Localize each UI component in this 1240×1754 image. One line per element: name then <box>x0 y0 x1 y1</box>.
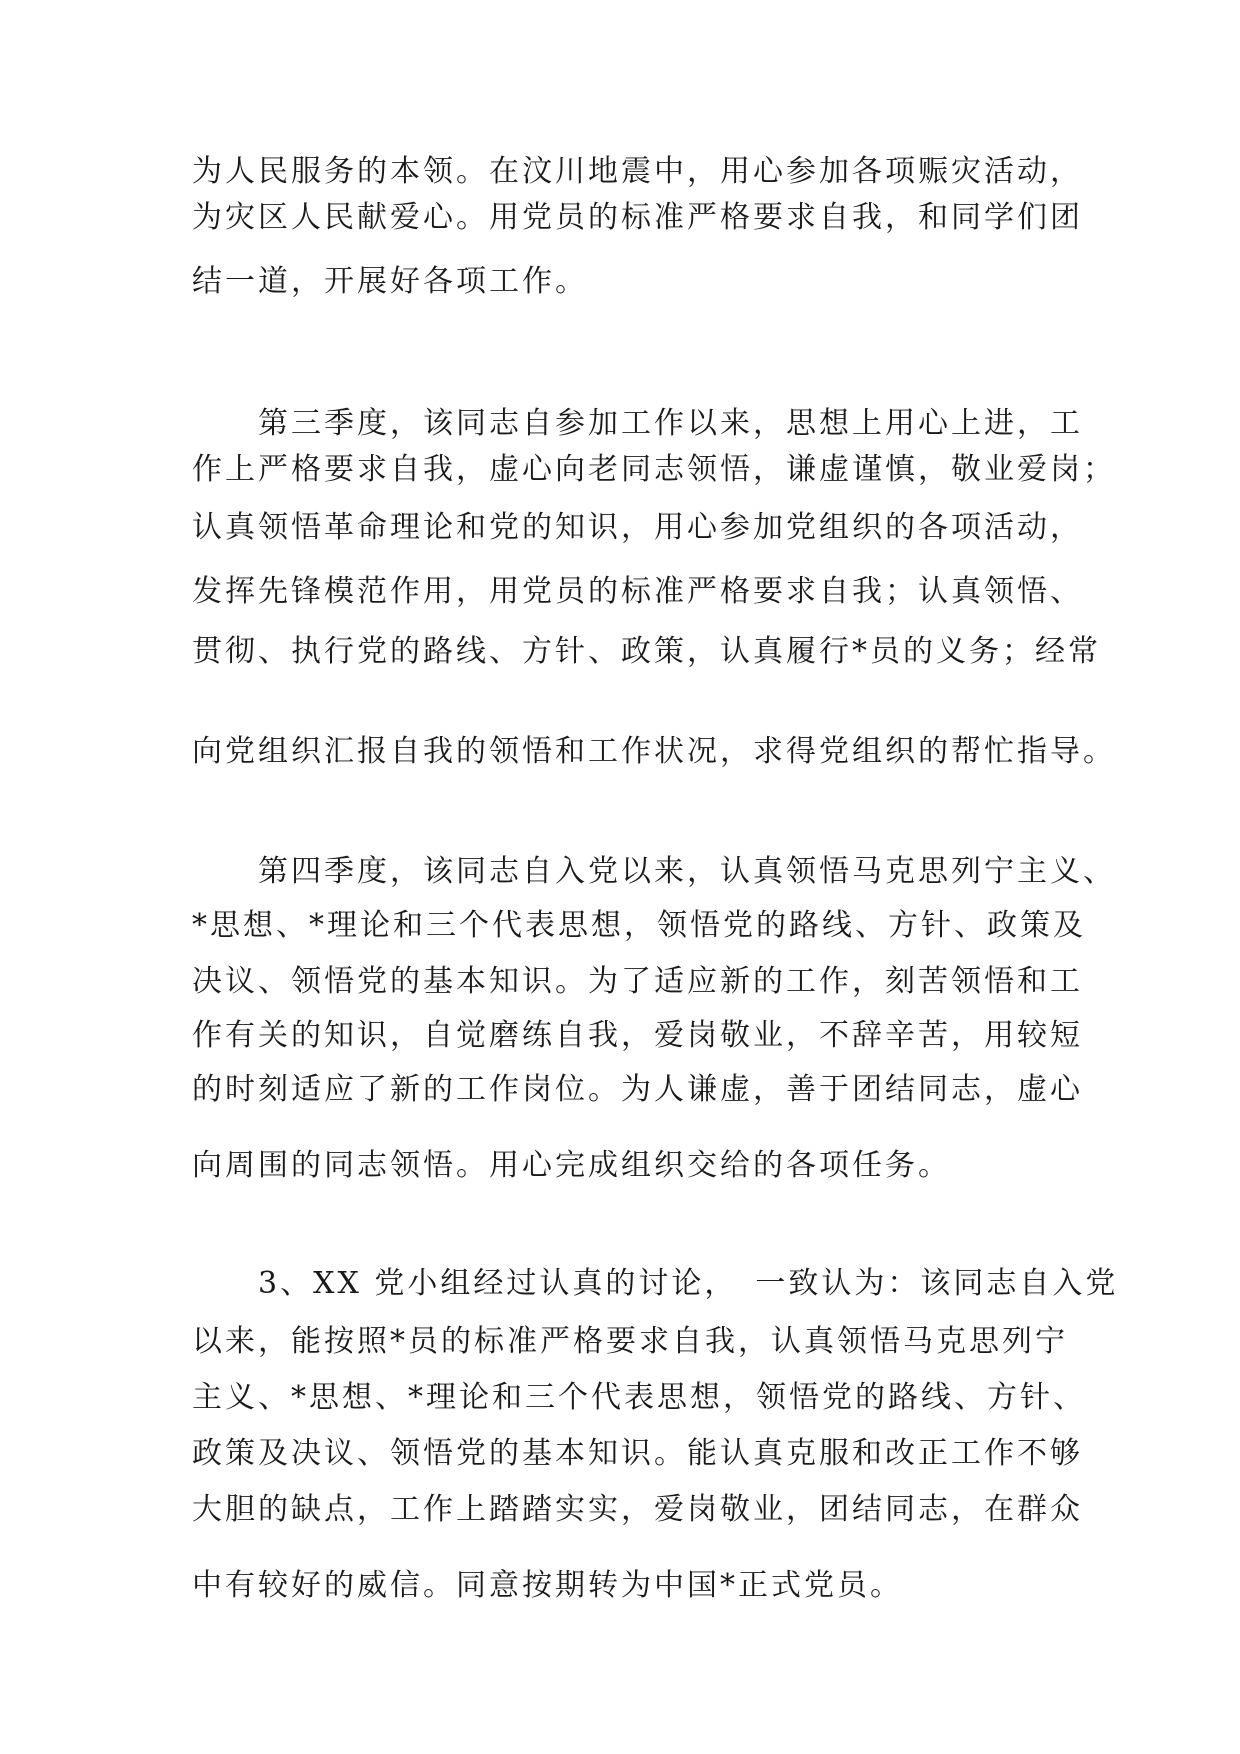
text-line: 第三季度，该同志自参加工作以来，思想上用心上进，工 <box>192 406 1083 441</box>
text-line: 主义、*思想、*理论和三个代表思想，领悟党的路线、方针、 <box>192 1380 1086 1415</box>
text-line: 认真领悟革命理论和党的知识，用心参加党组织的各项活动， <box>192 510 1083 545</box>
text-line: 结一道，开展好各项工作。 <box>192 264 588 299</box>
text-line: 作上严格要求自我，虚心向老同志领悟，谦虚谨慎，敬业爱岗； <box>192 452 1116 487</box>
text-line: 发挥先锋模范作用，用党员的标准严格要求自我；认真领悟、 <box>192 574 1083 609</box>
text-line: 贯彻、执行党的路线、方针、政策，认真履行*员的义务；经常 <box>192 634 1101 669</box>
text-line: 大胆的缺点，工作上踏踏实实，爱岗敬业，团结同志，在群众 <box>192 1492 1083 1527</box>
text-line: 向周围的同志领悟。用心完成组织交给的各项任务。 <box>192 1148 951 1183</box>
text-line: *思想、*理论和三个代表思想，领悟党的路线、方针、政策及 <box>192 908 1086 943</box>
text-line: 作有关的知识，自觉磨练自我，爱岗敬业，不辞辛苦，用较短 <box>192 1018 1083 1053</box>
text-line: 为人民服务的本领。在汶川地震中，用心参加各项赈灾活动， <box>192 154 1083 189</box>
text-line: 决议、领悟党的基本知识。为了适应新的工作，刻苦领悟和工 <box>192 964 1083 999</box>
text-line: 3、XX 党小组经过认真的讨论， 一致认为：该同志自入党 <box>192 1266 1119 1301</box>
text-line: 政策及决议、领悟党的基本知识。能认真克服和改正工作不够 <box>192 1436 1083 1471</box>
text-line: 中有较好的威信。同意按期转为中国*正式党员。 <box>192 1568 903 1603</box>
text-line: 向党组织汇报自我的领悟和工作状况，求得党组织的帮忙指导。 <box>192 734 1116 769</box>
text-line: 的时刻适应了新的工作岗位。为人谦虚，善于团结同志，虚心 <box>192 1072 1083 1107</box>
text-line: 为灾区人民献爱心。用党员的标准严格要求自我，和同学们团 <box>192 200 1083 235</box>
text-line: 第四季度，该同志自入党以来，认真领悟马克思列宁主义、 <box>192 854 1116 889</box>
text-line: 以来，能按照*员的标准严格要求自我，认真领悟马克思列宁 <box>192 1324 1068 1359</box>
